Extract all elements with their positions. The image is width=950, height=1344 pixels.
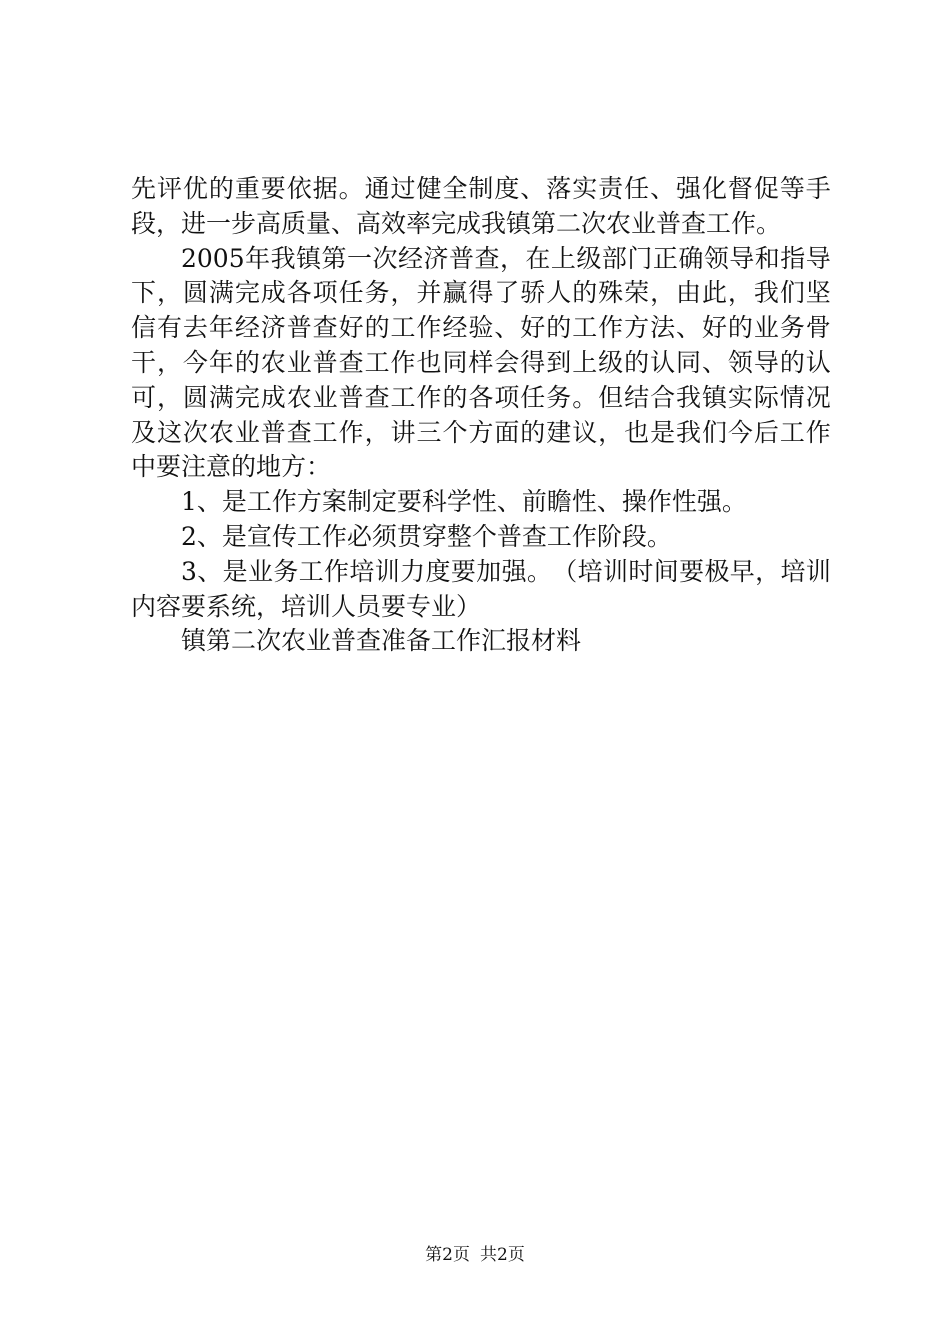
text-line: 2005 年 我 镇 第 一 次 经 济 普 查 ， 在 上 级 部 门 正 确 领 导 和 指 导	[181, 243, 831, 273]
text-line: 段，进一步高质量、高效率完成我镇第二次农业普查工作。	[131, 208, 782, 238]
page-total: 共2页	[480, 1245, 525, 1265]
text-line: 下 ， 圆 满 完 成 各 项 任 务 ， 并 赢 得 了 骄 人 的 殊 荣 ， 由 此 ， 我 们 坚	[131, 278, 831, 308]
document-body	[131, 172, 831, 659]
text-line: 干 ， 今 年 的 农 业 普 查 工 作 也 同 样 会 得 到 上 级 的 认 同 、 领 导 的 认	[131, 347, 831, 377]
text-line: 可 ， 圆 满 完 成 农 业 普 查 工 作 的 各 项 任 务 。 但 结 合 我 镇 实 际 情 况	[131, 382, 831, 412]
page-footer	[0, 1243, 950, 1267]
list-item: 2、是宣传工作必须贯穿整个普查工作阶段。	[181, 521, 672, 551]
page-number: 第2页	[425, 1245, 470, 1265]
text-line: 及 这 次 农 业 普 查 工 作 ， 讲 三 个 方 面 的 建 议 ， 也 是 我 们 今 后 工 作	[131, 417, 831, 447]
list-item: 1、是工作方案制定要科学性、前瞻性、操作性强。	[181, 487, 747, 517]
text-line: 信 有 去 年 经 济 普 查 好 的 工 作 经 验 、 好 的 工 作 方 法 、 好 的 业 务 骨	[131, 313, 831, 343]
list-item: 3 、 是 业 务 工 作 培 训 力 度 要 加 强 。 （ 培 训 时 间 要 极 早 ， 培 训	[181, 556, 831, 586]
document-title-line: 镇第二次农业普查准备工作汇报材料	[181, 626, 582, 656]
text-line: 中要注意的地方：	[131, 452, 332, 482]
text-line: 先 评 优 的 重 要 依 据 。 通 过 健 全 制 度 、 落 实 责 任 、 强 化 督 促 等 手	[131, 174, 831, 203]
text-line: 内容要系统，培训人员要专业）	[131, 591, 482, 621]
